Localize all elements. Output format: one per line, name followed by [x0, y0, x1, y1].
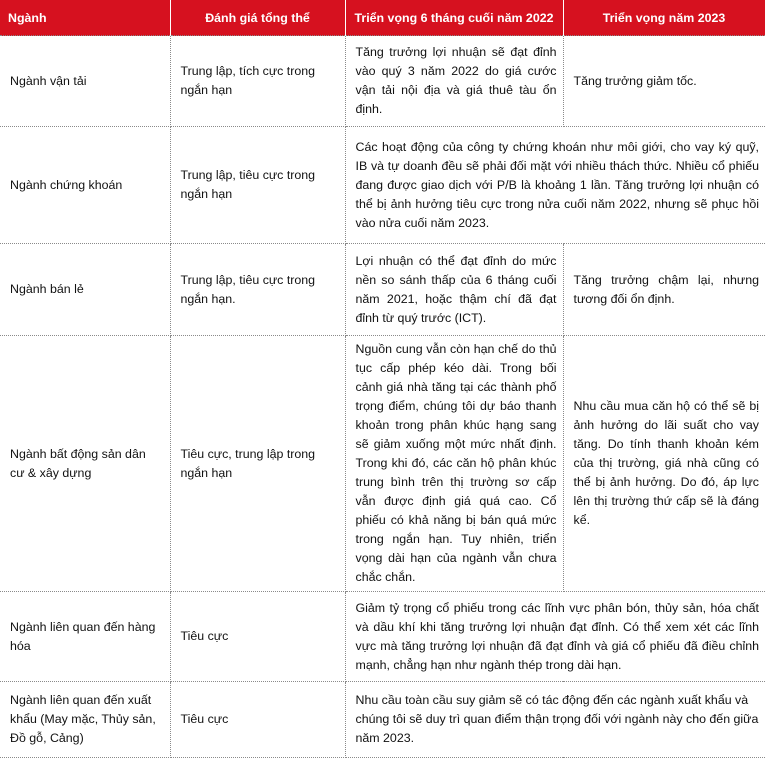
header-overall-rating: Đánh giá tổng thể: [170, 0, 345, 36]
sector-cell: Ngành chứng khoán: [0, 127, 170, 244]
outlook-2023-cell: Tăng trưởng chậm lại, nhưng tương đối ổn định.: [563, 244, 765, 336]
outlook-h2-2022-cell: Lợi nhuận có thể đạt đỉnh do mức nền so sánh thấp của 6 tháng cuối năm 2021, hoặc thậm chí đã đạt đỉnh từ quý trước (ICT).: [345, 244, 563, 336]
table-row: [0, 336, 765, 592]
header-outlook-2023: Triển vọng năm 2023: [563, 0, 765, 36]
overall-cell: Trung lập, tích cực trong ngắn hạn: [170, 36, 345, 127]
outlook-2023-cell: Tăng trưởng giảm tốc.: [563, 36, 765, 127]
outlook-h2-2022-cell: Nguồn cung vẫn còn hạn chế do thủ tục cấp phép kéo dài. Trong bối cảnh giá nhà tăng tại các thành phố trọng điểm, chúng tôi dự báo thanh khoản trong phân khúc hạng sang sẽ giảm xuống một mức nhất định. Trong khi đó, các căn hộ phân khúc trung bình trên thị trường sơ cấp vẫn được định giá quá cao. Cổ phiếu có khả năng bị bán quá mức trong ngắn hạn. Tuy nhiên, triển vọng dài hạn của ngành vẫn chưa chắc chắn.: [345, 336, 563, 592]
overall-cell: Tiêu cực, trung lập trong ngắn hạn: [170, 336, 345, 592]
sector-cell: Ngành liên quan đến xuất khẩu (May mặc, Thủy sản, Đồ gỗ, Cảng): [0, 682, 170, 758]
overall-cell: Tiêu cực: [170, 592, 345, 682]
table-header-row: [0, 0, 765, 36]
sector-cell: Ngành vận tải: [0, 36, 170, 127]
table-row: [0, 36, 765, 127]
header-outlook-h2-2022: Triển vọng 6 tháng cuối năm 2022: [345, 0, 563, 36]
sector-cell: Ngành bất động sản dân cư & xây dựng: [0, 336, 170, 592]
table-row: [0, 592, 765, 682]
sector-cell: Ngành liên quan đến hàng hóa: [0, 592, 170, 682]
sector-cell: Ngành bán lẻ: [0, 244, 170, 336]
table-row: [0, 244, 765, 336]
outlook-merged-cell: Nhu cầu toàn cầu suy giảm sẽ có tác động đến các ngành xuất khẩu và chúng tôi sẽ duy trì quan điểm thận trọng đối với ngành này cho đến giữa năm 2023.: [345, 682, 765, 758]
overall-cell: Trung lập, tiêu cực trong ngắn hạn.: [170, 244, 345, 336]
table-row: [0, 682, 765, 758]
table-row: [0, 127, 765, 244]
outlook-h2-2022-cell: Tăng trưởng lợi nhuận sẽ đạt đỉnh vào quý 3 năm 2022 do giá cước vận tải nội địa và giá thuê tàu ổn định.: [345, 36, 563, 127]
header-sector: Ngành: [0, 0, 170, 36]
outlook-merged-cell: Các hoạt động của công ty chứng khoán như môi giới, cho vay ký quỹ, IB và tự doanh đều sẽ phải đối mặt với nhiều thách thức. Nhiều cổ phiếu đang được giao dịch với P/B là khoảng 1 lần. Tăng trưởng lợi nhuận có thể bị ảnh hưởng tiêu cực trong nửa cuối năm 2022, nhưng sẽ phục hồi vào nửa cuối năm 2023.: [345, 127, 765, 244]
outlook-2023-cell: Nhu cầu mua căn hộ có thể sẽ bị ảnh hưởng do lãi suất cho vay tăng. Do tính thanh khoản kém của thị trường, giá nhà cũng có thể bị ảnh hưởng. Do đó, áp lực lên thị trường thứ cấp sẽ là đáng kể.: [563, 336, 765, 592]
outlook-merged-cell: Giảm tỷ trọng cổ phiếu trong các lĩnh vực phân bón, thủy sản, hóa chất và dầu khí khi tăng trưởng lợi nhuận đạt đỉnh. Có thể xem xét các lĩnh vực mà tăng trưởng lợi nhuận đã đạt đỉnh và giá cổ phiếu đã điều chỉnh mạnh, chẳng hạn như ngành thép trong dài hạn.: [345, 592, 765, 682]
overall-cell: Tiêu cực: [170, 682, 345, 758]
overall-cell: Trung lập, tiêu cực trong ngắn hạn: [170, 127, 345, 244]
